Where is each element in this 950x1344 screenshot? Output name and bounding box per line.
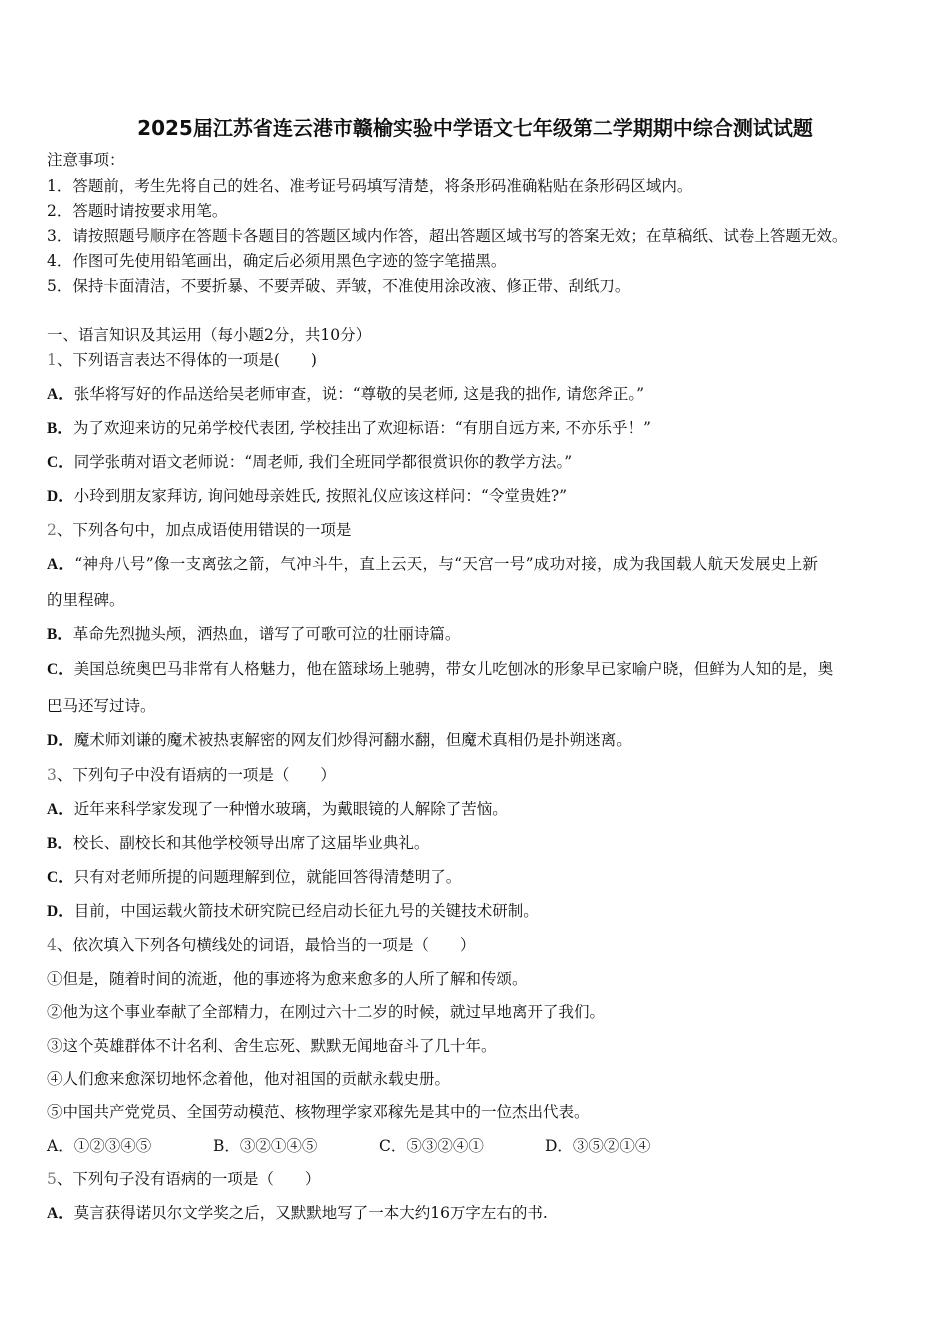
option	[47, 730, 632, 751]
option	[47, 418, 651, 439]
option-label: A．	[47, 386, 74, 403]
question-text: 、下列句子中没有语病的一项是（ ）	[56, 766, 336, 784]
question-stem	[47, 1169, 320, 1189]
option-text: 校长、副校长和其他学校领导出席了这届毕业典礼。	[72, 834, 430, 852]
question-number: 3	[47, 766, 57, 784]
option-label: D．	[47, 732, 74, 749]
page-title: 2025届江苏省连云港市赣榆实验中学语文七年级第二学期期中综合测试试题	[137, 116, 813, 140]
question-number: 4	[47, 936, 57, 954]
option	[47, 486, 567, 507]
choice: C．⑤③②④①	[379, 1137, 484, 1155]
option	[47, 624, 460, 645]
option-text: 莫言获得诺贝尔文学奖之后，又默默地写了一本大约16万字左右的书.	[73, 1204, 548, 1222]
question-number: 2	[47, 521, 57, 539]
option-text: 同学张萌对语文老师说：“周老师, 我们全班同学都很赏识你的教学方法。”	[73, 453, 573, 471]
option	[47, 1203, 548, 1224]
option-label: B．	[47, 626, 73, 643]
notice-item: 1．答题前，考生先将自己的姓名、准考证号码填写清楚，将条形码准确粘贴在条形码区域内。	[47, 177, 693, 195]
option-label: B．	[47, 835, 73, 852]
question-number: 1	[47, 351, 57, 369]
notice-item: 5．保持卡面清洁，不要折暴、不要弄破、弄皱，不准使用涂改液、修正带、刮纸刀。	[47, 277, 631, 295]
notice-item: 2．答题时请按要求用笔。	[47, 202, 228, 220]
option-label: A．	[47, 801, 74, 818]
option-label: C．	[47, 661, 74, 678]
notice-item: 4．作图可先使用铅笔画出，确定后必须用黑色字迹的签字笔描黑。	[47, 252, 507, 270]
option-text: “神舟八号”像一支离弦之箭，气冲斗牛，直上云天，与“天宫一号”成功对接，成为我国载人航天发展史上新	[74, 555, 819, 573]
option-label: D．	[47, 488, 74, 505]
option-label: A．	[47, 556, 75, 573]
option-text: 张华将写好的作品送给吴老师审查，说：“尊敬的吴老师, 这是我的拙作, 请您斧正。”	[73, 385, 645, 403]
option-text: 小玲到朋友家拜访, 询问她母亲姓氏, 按照礼仪应该这样问：“令堂贵姓?”	[73, 487, 568, 505]
sentence: ①但是，随着时间的流逝，他的事迹将为愈来愈多的人所了解和传颂。	[47, 970, 528, 988]
option	[47, 867, 461, 888]
option	[47, 452, 572, 473]
sentence: ③这个英雄群体不计名利、舍生忘死、默默无闻地奋斗了几十年。	[47, 1037, 497, 1055]
option-text: 为了欢迎来访的兄弟学校代表团, 学校挂出了欢迎标语：“有朋自远方来, 不亦乐乎！”	[72, 419, 651, 437]
choice: B．③②①④⑤	[213, 1137, 318, 1155]
question-number: 5	[47, 1170, 57, 1188]
notice-heading: 注意事项：	[47, 151, 125, 169]
sentence: ②他为这个事业奉献了全部精力，在刚过六十二岁的时候，就过早地离开了我们。	[47, 1003, 606, 1021]
question-text: 、下列各句中，加点成语使用错误的一项是	[56, 521, 352, 539]
option-label: D．	[47, 903, 74, 920]
question-stem	[47, 765, 336, 785]
option-text: 美国总统奥巴马非常有人格魅力，他在篮球场上驰骋，带女儿吃刨冰的形象早已家喻户晓，但鲜为人知的是，奥	[73, 660, 834, 678]
question-stem	[47, 350, 317, 370]
option	[47, 799, 508, 820]
choice: D．③⑤②①④	[545, 1137, 651, 1155]
option-label: A．	[47, 1205, 74, 1222]
option	[47, 901, 539, 922]
option	[47, 659, 833, 680]
option-label: B．	[47, 420, 73, 437]
question-stem	[47, 935, 475, 955]
option-continuation: 的里程碑。	[47, 591, 125, 609]
option-label: C．	[47, 869, 74, 886]
option-text: 魔术师刘谦的魔术被热衷解密的网友们炒得河翻水翻，但魔术真相仍是扑朔迷离。	[73, 731, 632, 749]
sentence: ④人们愈来愈深切地怀念着他，他对祖国的贡献永载史册。	[47, 1070, 451, 1088]
option	[47, 833, 429, 854]
option	[47, 384, 644, 405]
question-text: 、下列句子没有语病的一项是（ ）	[56, 1170, 321, 1188]
option-text: 目前，中国运载火箭技术研究院已经启动长征九号的关键技术研制。	[73, 902, 539, 920]
question-text: 、依次填入下列各句横线处的词语，最恰当的一项是（ ）	[56, 936, 476, 954]
option-text: 革命先烈抛头颅，洒热血，谱写了可歌可泣的壮丽诗篇。	[72, 625, 461, 643]
sentence: ⑤中国共产党党员、全国劳动模范、核物理学家邓稼先是其中的一位杰出代表。	[47, 1103, 590, 1121]
choice: A．①②③④⑤	[47, 1137, 152, 1155]
question-text: 、下列语言表达不得体的一项是( )	[56, 351, 317, 369]
section-heading: 一、语言知识及其运用（每小题2分，共10分）	[47, 326, 372, 344]
option	[47, 554, 818, 575]
option-continuation: 巴马还写过诗。	[47, 697, 156, 715]
option-label: C．	[47, 454, 74, 471]
option-text: 近年来科学家发现了一种憎水玻璃，为戴眼镜的人解除了苦恼。	[73, 800, 508, 818]
answer-choices	[47, 1136, 711, 1156]
question-stem	[47, 520, 351, 540]
option-text: 只有对老师所提的问题理解到位，就能回答得清楚明了。	[73, 868, 462, 886]
notice-item: 3．请按照题号顺序在答题卡各题目的答题区域内作答，超出答题区域书写的答案无效；在草稿纸、试卷上答题无效。	[47, 227, 848, 245]
